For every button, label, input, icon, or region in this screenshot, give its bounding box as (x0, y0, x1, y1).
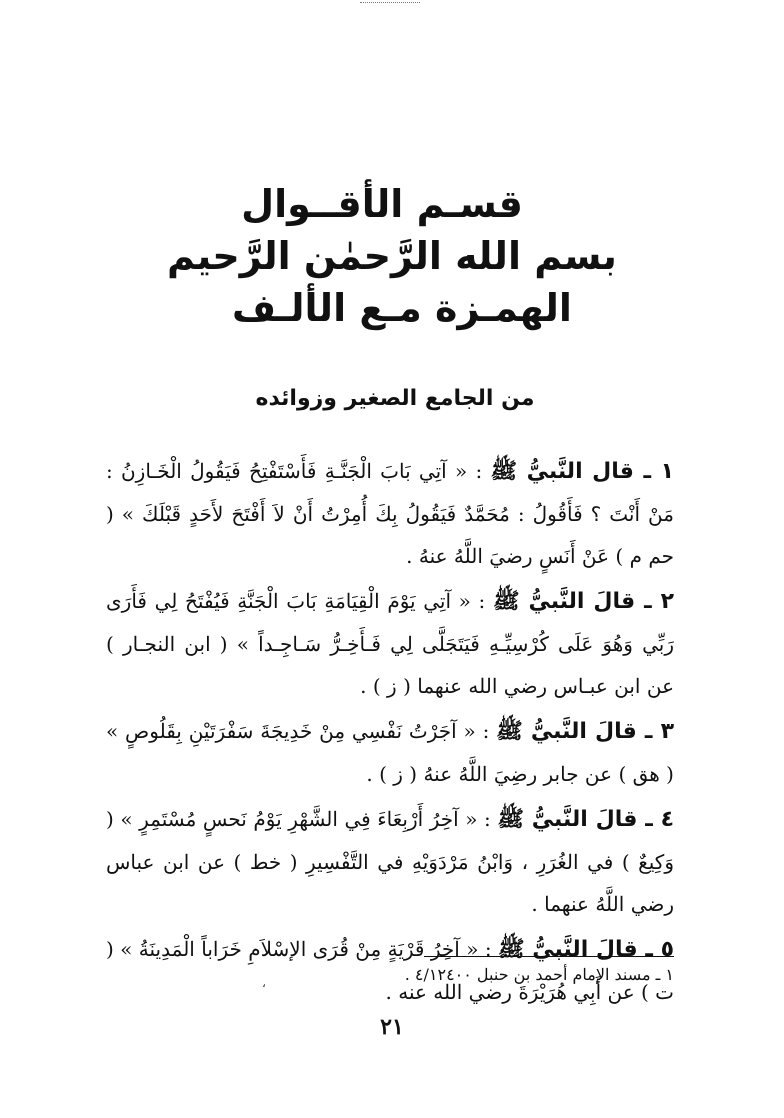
title-block (100, 178, 684, 334)
hadith-entry (106, 798, 674, 925)
section-title: قسـم الأقــوال (241, 182, 523, 226)
source-heading: من الجامع الصغير وزوائده (255, 386, 535, 411)
hadith-text: : « آتِي يَوْمَ الْقِيَامَةِ بَابَ الْجَنَّةِ فَيُفْتَحُ لِي فَأَرَى رَبِّي وَهُوَ عَلَى كُرْسِيِّـهِ فَيَتَجَلَّى لِي فَـأَخِـرُّ سَـاجِـداً » ( ابن النجـار ) عن ابن عبـاس رضي الله عنهما ( ز ) . (106, 589, 674, 698)
hadith-text: : « آخِرُ قَرْيَةٍ مِنْ قُرَى الإسْلاَمِ خَرَاباً الْمَدِينَةُ » ( ت ) عن أَبِي هُرَيْرَةَ رضي الله عنه . (106, 937, 674, 1004)
hadith-entry (106, 450, 674, 577)
hadith-text: : « آجَرْتُ نَفْسِي مِنْ خَدِيجَةَ سَفْرَتَيْنِ بِقَلُوصٍ » ( هق ) عن جابر رضِيَ اللَّهُ عنهُ ( ز ) . (106, 719, 674, 786)
hadith-label: ٤ ـ قالَ النَّبيُّ ﷺ (497, 807, 675, 832)
hadith-text: : « آخِرُ أَرْبِعَاءَ فِي الشَّهْرِ يَوْمُ نَحسٍ مُسْتَمِرٍ » ( وَكِيعٌ ) في الغُرَرِ ، وَابْنُ مَرْدَوَيْهِ في التَّفْسِيرِ ( خط ) عن ابن عباس رضي اللَّهُ عنهما . (106, 807, 674, 916)
footnote: ١ ـ مسند الإمام أحمد بن حنبل ٤/١٢٤٠٠ . (404, 965, 674, 984)
hadith-label: ٢ ـ قالَ النَّبيُّ ﷺ (492, 589, 674, 614)
hadith-entry (106, 580, 674, 707)
hadith-text: : « آتِي بَابَ الْجَنَّـةِ فَأَسْتَفْتِحُ فَيَقُولُ الْخَـازِنُ : مَنْ أَنْتَ ؟ فَأَقُولُ : مُحَمَّدٌ فَيَقُولُ بِكَ أُمِرْتُ أَنْ لاَ أَفْتَحَ لأَحَدٍ قَبْلَكَ » ( حم م ) عَنْ أَنَسٍ رضيَ اللَّهُ عنهُ . (106, 459, 674, 568)
basmala: بسم الله الرَّحمٰن الرَّحيم (167, 234, 617, 278)
scan-speck: ، (262, 976, 266, 990)
hadith-entry (106, 710, 674, 795)
footnote-divider (424, 956, 674, 957)
hadith-label: ٣ ـ قالَ النَّبيُّ ﷺ (496, 719, 674, 744)
hadith-list (106, 450, 674, 1016)
chapter-title: الهمـزة مـع الألـف (232, 286, 572, 330)
hadith-label: ٥ ـ قالَ النَّبيُّ ﷺ (497, 937, 674, 962)
top-edge-mark (360, 2, 420, 3)
page-number: ٢١ (380, 1014, 404, 1040)
hadith-label: ١ ـ قال النَّبيُّ ﷺ (490, 459, 674, 484)
